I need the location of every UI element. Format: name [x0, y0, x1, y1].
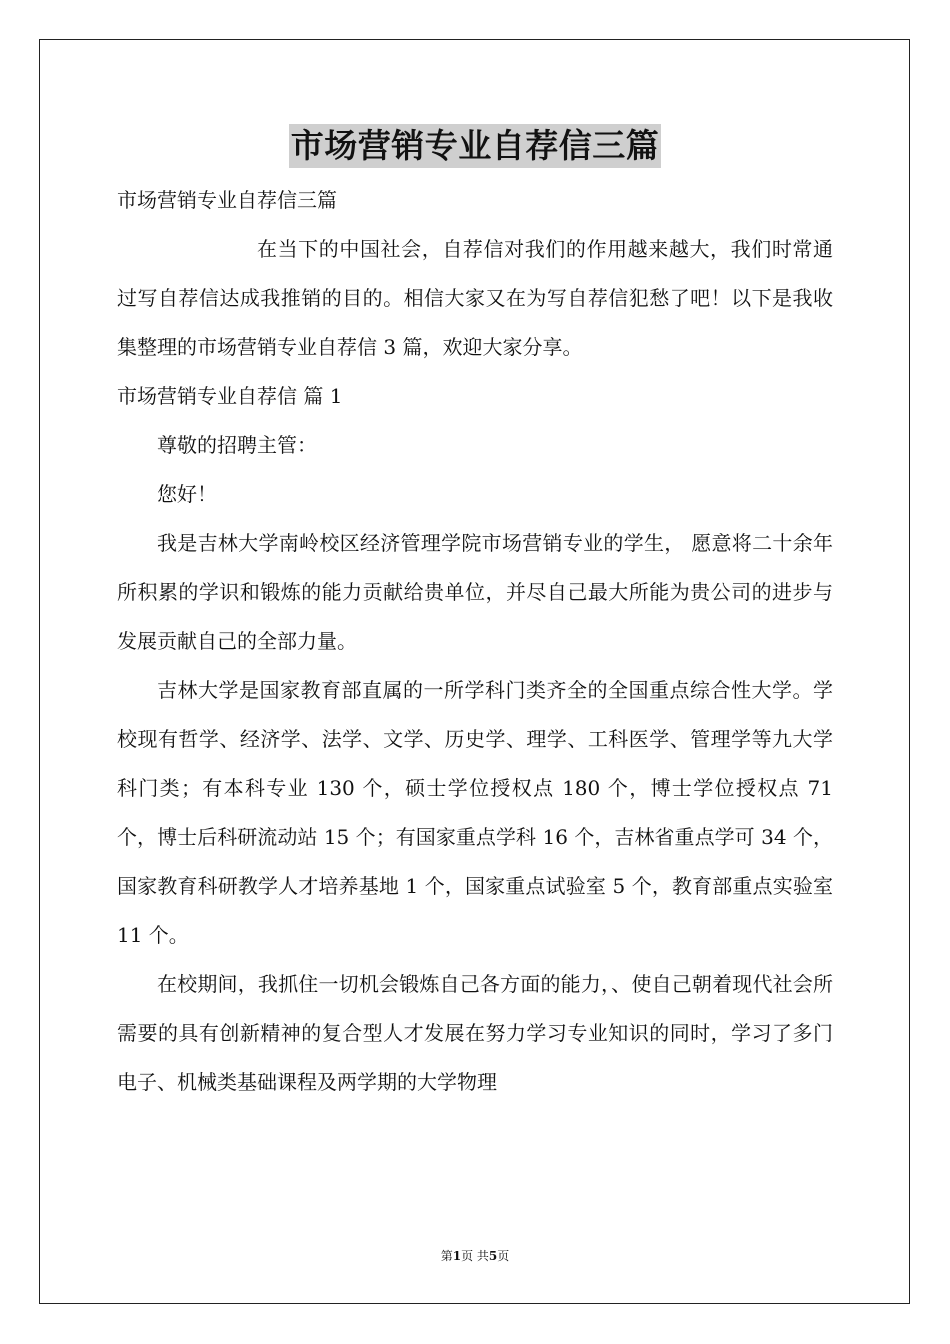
- footer-page-current: 1: [452, 1249, 462, 1263]
- paragraph: 吉林大学是国家教育部直属的一所学科门类齐全的全国重点综合性大学。学校现有哲学、经济学、法学、文学、历史学、理学、工科医学、管理学等九大学科门类；有本科专业 130 个，硕士学位授权点 180 个，博士学位授权点 71 个，博士后科研流动站 15 个；有国家重点学科 16 个，吉林省重点学可 34 个，国家教育科研教学人才培养基地 1 个，国家重点试验室 5 个，教育部重点实验室 11 个。: [117, 678, 833, 947]
- footer-mid: 页 共: [461, 1249, 489, 1263]
- paragraph: 市场营销专业自荐信三篇: [117, 188, 337, 212]
- page-footer: [0, 1248, 950, 1264]
- paragraph-heading: 市场营销专业自荐信 篇 1: [117, 384, 343, 408]
- paragraph: 尊敬的招聘主管：: [157, 433, 317, 457]
- paragraph: 在当下的中国社会，自荐信对我们的作用越来越大，我们时常通过写自荐信达成我推销的目的。相信大家又在为写自荐信犯愁了吧！以下是我收集整理的市场营销专业自荐信 3 篇，欢迎大家分享。: [117, 237, 833, 359]
- paragraph: 在校期间，我抓住一切机会锻炼自己各方面的能力，、使自己朝着现代社会所需要的具有创新精神的复合型人才发展在努力学习专业知识的同时，学习了多门电子、机械类基础课程及两学期的大学物理: [117, 972, 833, 1094]
- footer-page-total: 5: [488, 1249, 498, 1263]
- footer-suffix: 页: [497, 1249, 510, 1263]
- footer-prefix: 第: [440, 1249, 453, 1263]
- title-block: [0, 124, 950, 168]
- document-title: 市场营销专业自荐信三篇: [289, 124, 662, 168]
- paragraph: 我是吉林大学南岭校区经济管理学院市场营销专业的学生， 愿意将二十余年所积累的学识和锻炼的能力贡献给贵单位，并尽自己最大所能为贵公司的进步与发展贡献自己的全部力量。: [117, 531, 833, 653]
- document-body: [117, 176, 833, 1107]
- paragraph: 您好！: [157, 482, 217, 506]
